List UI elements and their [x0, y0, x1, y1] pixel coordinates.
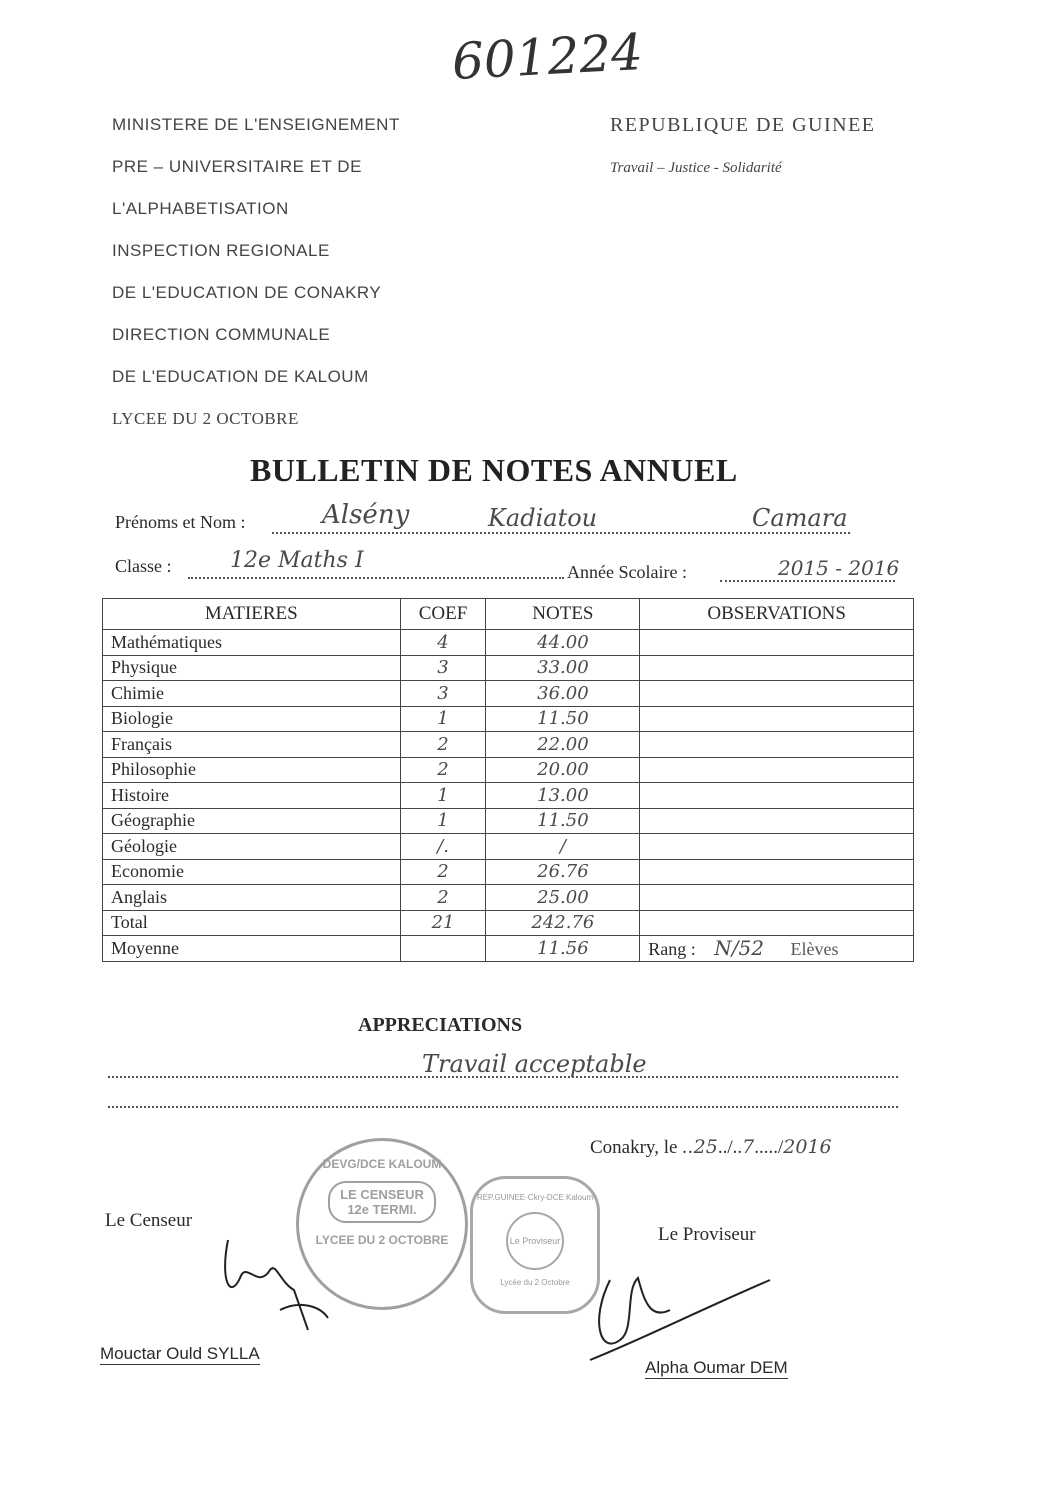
observation-cell — [640, 757, 914, 783]
observation-cell — [640, 783, 914, 809]
rank-label: Rang : — [648, 939, 696, 960]
ministry-line-1: MINISTERE DE L'ENSEIGNEMENT — [112, 115, 400, 134]
header-observations: OBSERVATIONS — [640, 599, 914, 630]
stamp2-inner — [506, 1212, 564, 1270]
subject-cell: Biologie — [103, 706, 401, 732]
table-row — [103, 783, 914, 809]
stamp1-inner — [328, 1181, 436, 1223]
table-row — [103, 706, 914, 732]
table-row — [103, 732, 914, 758]
table-row — [103, 885, 914, 911]
average-coef-cell — [400, 936, 486, 962]
ministry-line-4: INSPECTION REGIONALE — [112, 241, 330, 260]
class-dotted-line — [188, 577, 564, 579]
stamp1-center-2: 12e TERMI. — [347, 1202, 417, 1217]
subject-cell: Histoire — [103, 783, 401, 809]
header-notes: NOTES — [486, 599, 640, 630]
subject-cell: Géologie — [103, 834, 401, 860]
stamp2-bottom-text: Lycée du 2 Octobre — [500, 1278, 570, 1287]
page-title: BULLETIN DE NOTES ANNUEL — [250, 452, 738, 488]
total-coef: 21 — [400, 910, 486, 936]
subject-cell: Philosophie — [103, 757, 401, 783]
average-row — [103, 936, 914, 962]
ministry-line-3: L'ALPHABETISATION — [112, 199, 289, 218]
ministry-line-5: DE L'EDUCATION DE CONAKRY — [112, 283, 382, 302]
rank-value: N/52 — [714, 936, 764, 961]
grades-table — [102, 598, 914, 962]
year-value: 2015 - 2016 — [778, 556, 900, 580]
total-row — [103, 910, 914, 936]
note-cell: 13.00 — [486, 783, 640, 809]
table-row — [103, 808, 914, 834]
proviseur-name: Alpha Oumar DEM — [645, 1358, 788, 1377]
subject-cell: Anglais — [103, 885, 401, 911]
coef-cell: 3 — [400, 681, 486, 707]
stamp2-center: Le Proviseur — [509, 1236, 561, 1246]
note-cell: 33.00 — [486, 655, 640, 681]
observation-cell — [640, 808, 914, 834]
note-cell: 26.76 — [486, 859, 640, 885]
average-label: Moyenne — [103, 936, 401, 962]
table-row — [103, 681, 914, 707]
censeur-name: Mouctar Ould SYLLA — [100, 1344, 260, 1363]
name-dotted-line — [272, 532, 850, 534]
observation-cell — [640, 706, 914, 732]
table-row — [103, 757, 914, 783]
coef-cell: 2 — [400, 859, 486, 885]
observation-cell — [640, 732, 914, 758]
total-note: 242.76 — [486, 910, 640, 936]
observation-cell — [640, 859, 914, 885]
class-label: Classe : — [115, 556, 172, 576]
date-year: 2016 — [783, 1136, 832, 1158]
observation-cell — [640, 910, 914, 936]
coef-cell: 2 — [400, 732, 486, 758]
observation-cell — [640, 885, 914, 911]
observation-cell — [640, 630, 914, 656]
ministry-line-2: PRE – UNIVERSITAIRE ET DE — [112, 157, 362, 176]
note-cell: 25.00 — [486, 885, 640, 911]
table-row — [103, 630, 914, 656]
document-number: 601224 — [450, 23, 645, 91]
date-day: 25 — [693, 1136, 718, 1158]
coef-cell: 1 — [400, 808, 486, 834]
ministry-line-6: DIRECTION COMMUNALE — [112, 325, 331, 344]
total-label: Total — [103, 910, 401, 936]
note-cell: 36.00 — [486, 681, 640, 707]
subject-cell: Français — [103, 732, 401, 758]
header-matieres: MATIERES — [103, 599, 401, 630]
note-cell: 11.50 — [486, 808, 640, 834]
coef-cell: 1 — [400, 783, 486, 809]
note-cell: / — [486, 834, 640, 860]
proviseur-signature — [580, 1260, 780, 1370]
stamp1-bottom-text: LYCEE DU 2 OCTOBRE — [315, 1233, 449, 1247]
observation-cell — [640, 655, 914, 681]
stamp1-top-text: DEVG/DCE KALOUM — [322, 1157, 442, 1171]
table-header-row — [103, 599, 914, 630]
table-row — [103, 655, 914, 681]
coef-cell: /. — [400, 834, 486, 860]
ministry-line-8: LYCEE DU 2 OCTOBRE — [112, 409, 299, 428]
year-label: Année Scolaire : — [567, 562, 687, 582]
subject-cell: Géographie — [103, 808, 401, 834]
rank-cell — [640, 936, 914, 962]
year-dotted-line — [720, 580, 895, 582]
coef-cell: 2 — [400, 885, 486, 911]
last-name: Camara — [752, 504, 848, 532]
observation-cell — [640, 834, 914, 860]
stamp1-center-1: LE CENSEUR — [340, 1187, 424, 1202]
table-row — [103, 859, 914, 885]
table-row — [103, 834, 914, 860]
ministry-line-7: DE L'EDUCATION DE KALOUM — [112, 367, 369, 386]
censeur-signature — [210, 1230, 370, 1350]
note-cell: 20.00 — [486, 757, 640, 783]
note-cell: 11.50 — [486, 706, 640, 732]
censeur-label: Le Censeur — [105, 1210, 193, 1231]
coef-cell: 1 — [400, 706, 486, 732]
average-value: 11.56 — [486, 936, 640, 962]
republic-title: REPUBLIQUE DE GUINEE — [610, 114, 876, 136]
subject-cell: Economie — [103, 859, 401, 885]
coef-cell: 2 — [400, 757, 486, 783]
date-line: Conakry, le ..25../..7...../2016 — [590, 1136, 832, 1158]
class-value: 12e Maths I — [230, 548, 364, 573]
subject-cell: Mathématiques — [103, 630, 401, 656]
rank-suffix: Elèves — [790, 939, 839, 960]
appreciation-line-2 — [108, 1106, 898, 1108]
proviseur-label: Le Proviseur — [658, 1224, 756, 1245]
date-month: 7 — [742, 1136, 755, 1158]
subject-cell: Chimie — [103, 681, 401, 707]
republic-motto: Travail – Justice - Solidarité — [610, 160, 782, 176]
observation-cell — [640, 681, 914, 707]
name-label: Prénoms et Nom : — [115, 512, 246, 532]
note-cell: 22.00 — [486, 732, 640, 758]
middle-name: Kadiatou — [488, 504, 598, 532]
subject-cell: Physique — [103, 655, 401, 681]
coef-cell: 3 — [400, 655, 486, 681]
coef-cell: 4 — [400, 630, 486, 656]
place-date-label: Conakry, le — [590, 1137, 678, 1158]
stamp2-top-text: REP.GUINEE-Ckry-DCE Kaloum — [476, 1193, 594, 1202]
appreciation-text: Travail acceptable — [422, 1050, 647, 1078]
first-name: Alsény — [322, 500, 410, 530]
ministry-header — [112, 104, 442, 440]
note-cell: 44.00 — [486, 630, 640, 656]
appreciations-title: APPRECIATIONS — [358, 1014, 523, 1036]
header-coef: COEF — [400, 599, 486, 630]
